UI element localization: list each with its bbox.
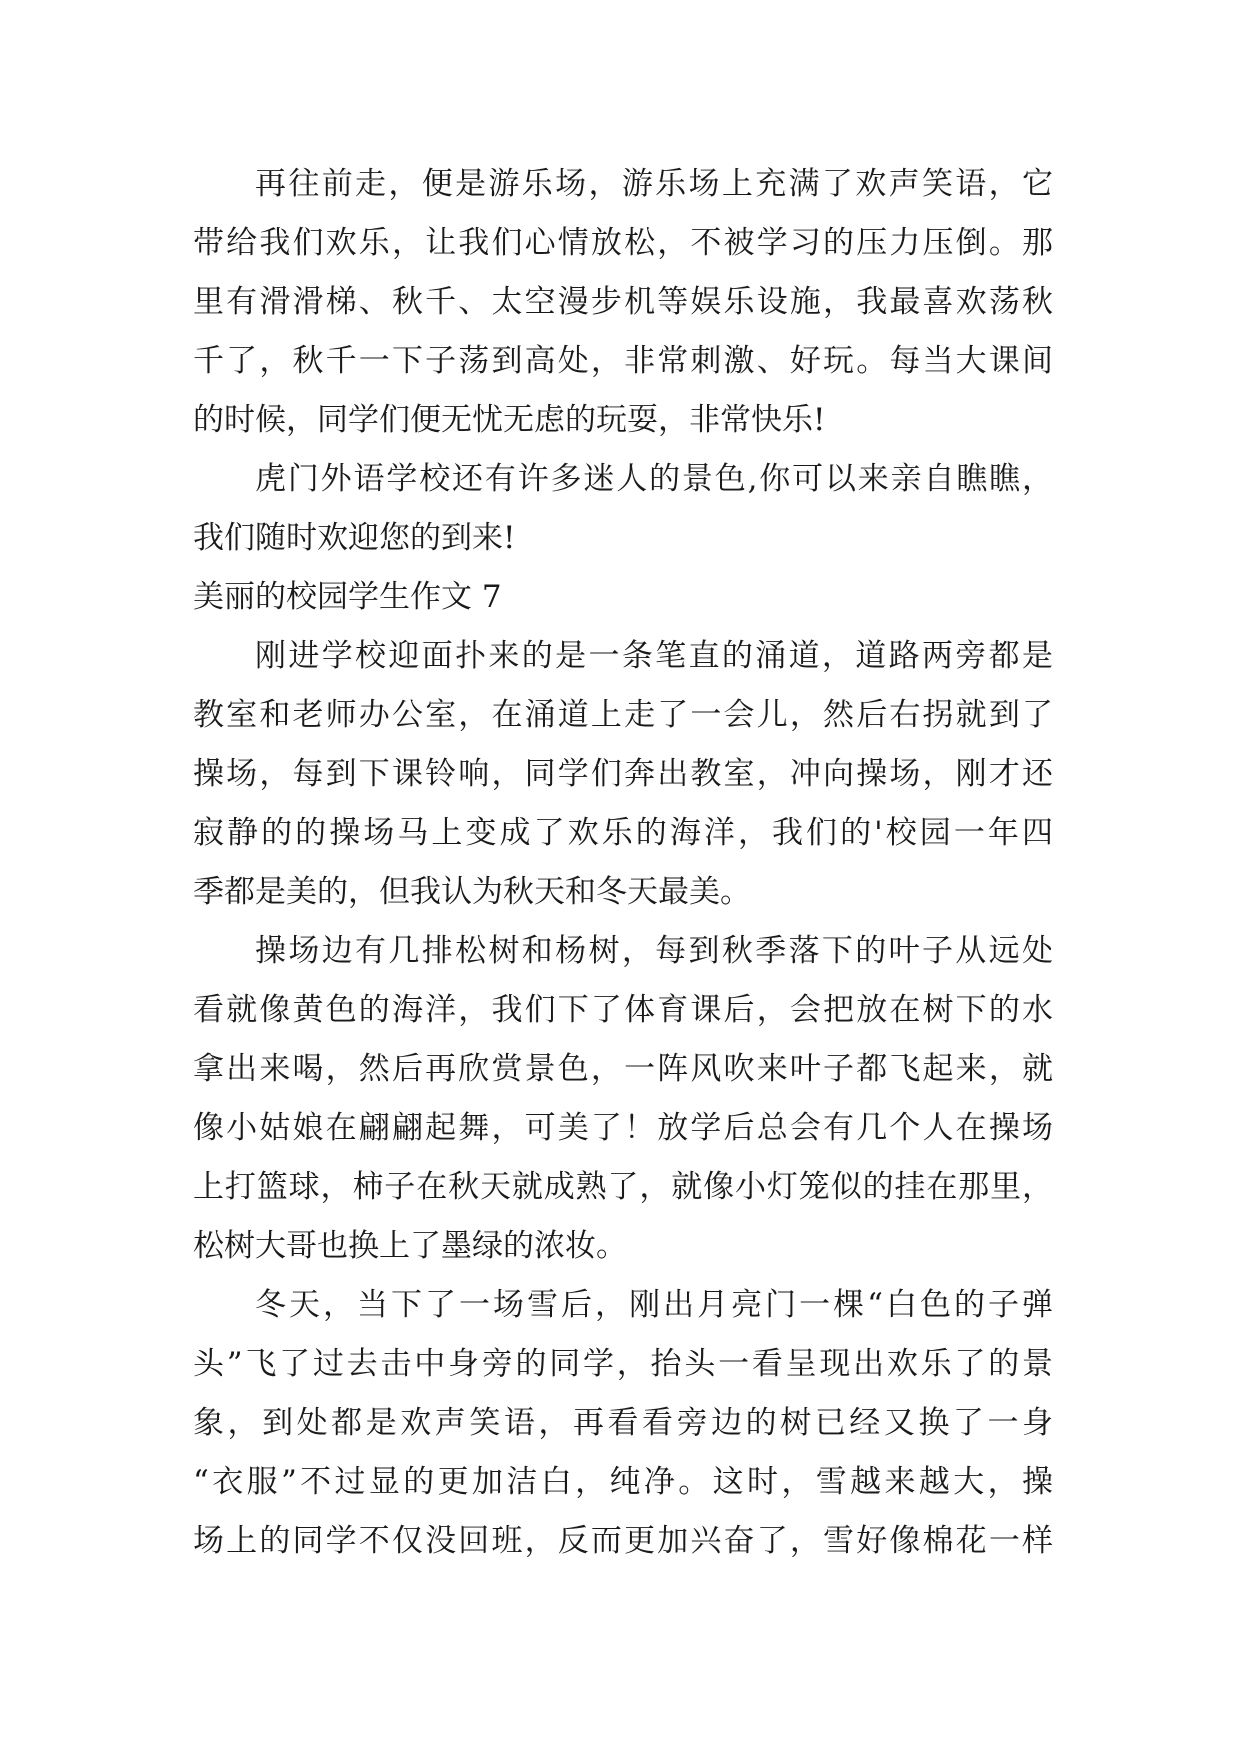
- text-line: 刚进学校迎面扑来的是一条笔直的涌道，道路两旁都是: [255, 638, 1053, 674]
- text-line: 千了，秋千一下子荡到高处，非常刺激、好玩。每当大课间: [193, 343, 1053, 379]
- text-line: 象，到处都是欢声笑语，再看看旁边的树已经又换了一身: [193, 1405, 1053, 1441]
- text-line: 头”飞了过去击中身旁的同学，抬头一看呈现出欢乐了的景: [193, 1346, 1053, 1382]
- text-line: 操场，每到下课铃响，同学们奔出教室，冲向操场，刚才还: [193, 756, 1053, 792]
- text-line: 带给我们欢乐，让我们心情放松，不被学习的压力压倒。那: [193, 225, 1053, 261]
- text-line: 寂静的的操场马上变成了欢乐的海洋，我们的'校园一年四: [193, 815, 1053, 851]
- text-line: 像小姑娘在翩翩起舞，可美了！放学后总会有几个人在操场: [193, 1110, 1053, 1146]
- section-heading: 美丽的校园学生作文 7: [193, 579, 502, 615]
- text-line: 拿出来喝，然后再欣赏景色，一阵风吹来叶子都飞起来，就: [193, 1051, 1053, 1087]
- text-line: 上打篮球，柿子在秋天就成熟了，就像小灯笼似的挂在那里，: [193, 1169, 1053, 1205]
- text-line: “衣服”不过显的更加洁白，纯净。这时，雪越来越大，操: [193, 1464, 1053, 1500]
- text-line: 操场边有几排松树和杨树，每到秋季落下的叶子从远处: [255, 933, 1053, 969]
- text-line: 松树大哥也换上了墨绿的浓妆。: [193, 1228, 627, 1264]
- text-line: 看就像黄色的海洋，我们下了体育课后，会把放在树下的水: [193, 992, 1053, 1028]
- text-line: 再往前走，便是游乐场，游乐场上充满了欢声笑语，它: [255, 166, 1053, 202]
- text-line: 我们随时欢迎您的到来!: [193, 520, 516, 556]
- text-line: 虎门外语学校还有许多迷人的景色,你可以来亲自瞧瞧，: [255, 461, 1053, 497]
- text-line: 季都是美的，但我认为秋天和冬天最美。: [193, 874, 751, 910]
- essay-body: [193, 155, 1053, 1571]
- text-line: 的时候，同学们便无忧无虑的玩耍，非常快乐!: [193, 402, 826, 438]
- text-line: 里有滑滑梯、秋千、太空漫步机等娱乐设施，我最喜欢荡秋: [193, 284, 1053, 320]
- text-line: 场上的同学不仅没回班，反而更加兴奋了，雪好像棉花一样: [193, 1523, 1053, 1559]
- text-line: 冬天，当下了一场雪后，刚出月亮门一棵“白色的子弹: [255, 1287, 1053, 1323]
- text-line: 教室和老师办公室，在涌道上走了一会儿，然后右拐就到了: [193, 697, 1053, 733]
